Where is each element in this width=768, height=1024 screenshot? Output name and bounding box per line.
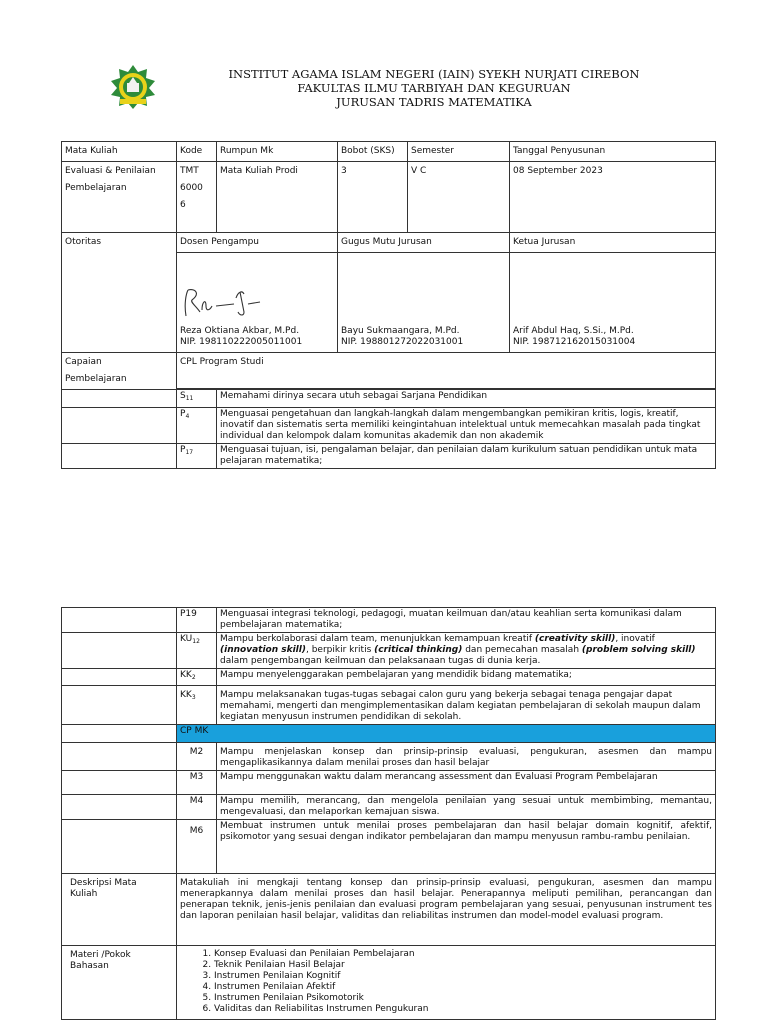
- dosen-signature-block: [177, 253, 338, 353]
- materi-label: Materi /Pokok Bahasan: [62, 946, 177, 1020]
- row-label: [62, 743, 177, 771]
- cpmk-code-m4: M4: [177, 795, 217, 820]
- course-code: TMT 6000 6: [177, 162, 217, 233]
- cpl-header: CPL Program Studi: [177, 353, 716, 389]
- cpmk-code-m2: M2: [177, 743, 217, 771]
- cpmk-text-m3: Mampu menggunakan waktu dalam merancang assessment dan Evaluasi Program Pembelajaran: [217, 771, 716, 795]
- row-label: [62, 408, 177, 444]
- ketua-name: Arif Abdul Haq, S.Si., M.Pd.: [513, 326, 634, 336]
- materi-item: 5. Instrumen Penilaian Psikomotorik: [214, 993, 712, 1004]
- header-gugus: Gugus Mutu Jurusan: [338, 233, 510, 253]
- otoritas-label: Otoritas: [62, 233, 177, 353]
- course-info-table: [61, 141, 716, 469]
- row-label: [62, 725, 177, 743]
- course-rumpun: Mata Kuliah Prodi: [217, 162, 338, 233]
- gugus-name: Bayu Sukmaangara, M.Pd.: [341, 326, 460, 336]
- row-label: [62, 771, 177, 795]
- ketua-block: [510, 253, 716, 353]
- row-label: [62, 820, 177, 874]
- materi-list-cell: [177, 946, 716, 1020]
- cpl-text-kk3: Mampu melaksanakan tugas-tugas sebagai calon guru yang bekerja sebagai tenaga pengajar dapat memahami, mengerti dan mengimplementasikan dalam kegiatan pembelajaran di sekolah maupun dalam kegiatan menyusun instrumen pendidikan di sekolah.: [217, 686, 716, 725]
- cpl-code-p19: P19: [177, 608, 217, 633]
- row-label: [62, 390, 177, 408]
- materi-item: 3. Instrumen Penilaian Kognitif: [214, 971, 712, 982]
- materi-item: 6. Validitas dan Reliabilitas Instrumen Pengukuran: [214, 1004, 712, 1015]
- cpl-code-kk3: $KK_3$: [177, 686, 217, 725]
- cpl-code-p4: $P_4$: [177, 408, 217, 444]
- cpmk-text-m4: Mampu memilih, merancang, dan mengelola penilaian yang sesuai untuk membimbing, memantau, mengevaluasi, dan melaporkan kemajuan siswa.: [217, 795, 716, 820]
- cpl-code-kk2: $KK_2$: [177, 669, 217, 686]
- cpmk-text-m2: Mampu menjelaskan konsep dan prinsip-prinsip evaluasi, pengukuran, asesmen dan mampu mengaplikasikannya dalam menilai proses dan hasil belajar: [217, 743, 716, 771]
- cpmk-header: CP MK: [177, 725, 716, 743]
- header-line-3: JURUSAN TADRIS MATEMATIKA: [336, 95, 532, 109]
- cpl-code-p17: $P_{17}$: [177, 444, 217, 469]
- course-semester: V C: [408, 162, 510, 233]
- cpmk-text-m6: Membuat instrumen untuk menilai proses pembelajaran dan hasil belajar domain kognitif, afektif, psikomotor yang sesuai dengan indikator pembelajaran dan mampu menyusun rambu-rambu penilaian.: [217, 820, 716, 874]
- signature-image: [180, 282, 280, 324]
- materi-item: 4. Instrumen Penilaian Afektif: [214, 982, 712, 993]
- header-rumpun: Rumpun Mk: [217, 142, 338, 162]
- gugus-block: [338, 253, 510, 353]
- row-label: [62, 669, 177, 686]
- course-bobot: 3: [338, 162, 408, 233]
- cpl-text-p17: Menguasai tujuan, isi, pengalaman belajar, dan penilaian dalam kurikulum satuan pendidikan untuk mata pelajaran matematika;: [217, 444, 716, 469]
- header-dosen: Dosen Pengampu: [177, 233, 338, 253]
- header-tanggal: Tanggal Penyusunan: [510, 142, 716, 162]
- header-line-2: FAKULTAS ILMU TARBIYAH DAN KEGURUAN: [297, 81, 571, 95]
- cpl-text-p19: Menguasai integrasi teknologi, pedagogi, muatan keilmuan dan/atau keahlian serta komunikasi dalam pembelajaran matematika;: [217, 608, 716, 633]
- cpl-text-kk2: Mampu menyelenggarakan pembelajaran yang mendidik bidang matematika;: [217, 669, 716, 686]
- gugus-nip: NIP. 198801272022031001: [341, 337, 464, 347]
- capaian-label: Capaian Pembelajaran: [62, 353, 177, 390]
- cpmk-code-m6: M6: [177, 820, 217, 874]
- ketua-nip: NIP. 198712162015031004: [513, 337, 636, 347]
- row-label: [62, 608, 177, 633]
- row-label: [62, 686, 177, 725]
- header-line-1: INSTITUT AGAMA ISLAM NEGERI (IAIN) SYEKH NURJATI CIREBON: [228, 67, 640, 81]
- materi-item: 2. Teknik Penilaian Hasil Belajar: [214, 960, 712, 971]
- dosen-name: Reza Oktiana Akbar, M.Pd.: [180, 326, 300, 336]
- cpl-code-ku12: $KU_{12}$: [177, 633, 217, 669]
- iain-logo: [110, 64, 156, 110]
- cpl-text-p4: Menguasai pengetahuan dan langkah-langkah dalam mengembangkan pemikiran kritis, logis, kreatif, inovatif dan sistematis serta memiliki keingintahuan intelektual untuk memecahkan masalah pada tingkat individual dan kelompok dalam komunitas akademik dan non akademik: [217, 408, 716, 444]
- header-mata-kuliah: Mata Kuliah: [62, 142, 177, 162]
- materi-item: 1. Konsep Evaluasi dan Penilaian Pembelajaran: [214, 949, 712, 960]
- header-bobot: Bobot (SKS): [338, 142, 408, 162]
- institution-header: [200, 67, 668, 109]
- row-label: [62, 795, 177, 820]
- cpl-cpmk-table: [61, 607, 716, 1020]
- deskripsi-label: Deskripsi Mata Kuliah: [62, 874, 177, 946]
- materi-list: [180, 949, 712, 1015]
- header-semester: Semester: [408, 142, 510, 162]
- course-name: Evaluasi & Penilaian Pembelajaran: [62, 162, 177, 233]
- cpmk-code-m3: M3: [177, 771, 217, 795]
- cpl-text-s11: Memahami dirinya secara utuh sebagai Sarjana Pendidikan: [217, 390, 716, 408]
- cpl-text-ku12: Mampu berkolaborasi dalam team, menunjukkan kemampuan kreatif (creativity skill), inovatif (innovation skill), berpikir kritis (critical thinking) dan pemecahan masalah (problem solving skill) dalam pengembangan keilmuan dan pelaksanaan tugas di dunia kerja.: [217, 633, 716, 669]
- course-tanggal: 08 September 2023: [510, 162, 716, 233]
- row-label: [62, 444, 177, 469]
- header-ketua: Ketua Jurusan: [510, 233, 716, 253]
- dosen-nip: NIP. 198110222005011001: [180, 337, 303, 347]
- header-kode: Kode: [177, 142, 217, 162]
- row-label: [62, 633, 177, 669]
- deskripsi-text: Matakuliah ini mengkaji tentang konsep dan prinsip-prinsip evaluasi, pengukuran, asesmen dan mampu menerapkannya dalam menilai proses dan hasil belajar. Penerapannya meliputi pemilihan, perancangan dan penerapan teknik, jenis-jenis penilaian dan evaluasi program pembelajaran yang sesuai, penyusunan instrument tes dan laporan penilaian hasil belajar, validitas dan reliabilitas instrumen dan model-model evaluasi program.: [177, 874, 716, 946]
- cpl-code-s11: $S_{11}$: [177, 390, 217, 408]
